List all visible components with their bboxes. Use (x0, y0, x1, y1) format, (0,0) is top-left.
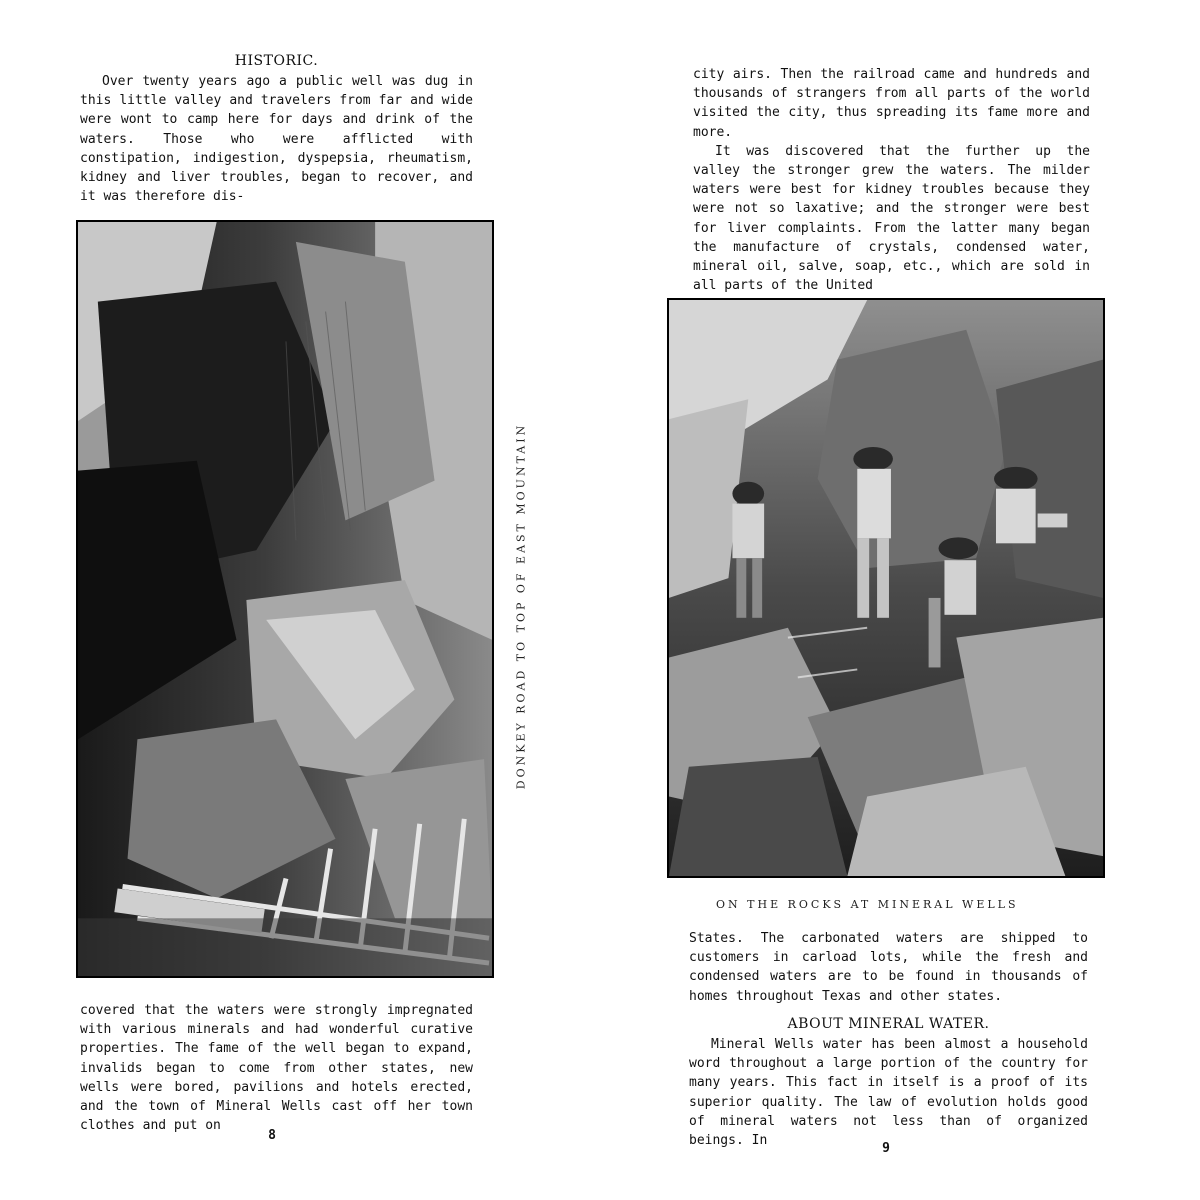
heading-historic: HISTORIC. (234, 53, 319, 69)
donkey-road-caption-wrap (510, 397, 532, 815)
paragraph: Over twenty years ago a public well was dug in this little valley and travelers from far and wide were wont to camp here for days and drink of the waters. Those who were afflicted with constipation, indigestion, dyspepsia, rheumatism, kidney and liver troubles, began to recover, and it was therefore dis- (80, 74, 473, 205)
paragraph-historic-bottom (80, 1001, 473, 1135)
donkey-road-photo-image (78, 222, 492, 976)
paragraph-about-mineral-water (689, 1035, 1088, 1150)
on-the-rocks-photo-image (669, 300, 1103, 876)
photo-on-the-rocks (667, 298, 1105, 878)
paragraph-historic-top (80, 72, 473, 206)
page-number-left: 8 (268, 1128, 276, 1143)
paragraph-states (689, 929, 1088, 1006)
paragraph: covered that the waters were strongly impregnated with various minerals and had wonderful curative properties. The fame of the well began to expand, invalids began to come from other states, new wells were bored, pavilions and hotels erected, and the town of Mineral Wells cast off her town clothes and put on (80, 1003, 473, 1134)
photo-caption-donkey-road: DONKEY ROAD TO TOP OF EAST MOUNTAIN (514, 422, 528, 790)
paragraph-railroad (693, 65, 1090, 295)
heading-about-mineral-water: ABOUT MINERAL WATER. (787, 1016, 990, 1032)
paragraph: city airs. Then the railroad came and hundreds and thousands of strangers from all parts of the world visited the city, thus spreading its fame more and more. (693, 67, 1090, 140)
right-page (600, 0, 1200, 1200)
paragraph: Mineral Wells water has been almost a household word throughout a large portion of the country for many years. This fact in itself is a proof of its superior quality. The law of evolution holds good of mineral waters not less than of organized beings. In (689, 1037, 1088, 1149)
paragraph: States. The carbonated waters are shipped to customers in carload lots, while the fresh and condensed waters are to be found in thousands of homes throughout Texas and other states. (689, 931, 1088, 1004)
page-number-right: 9 (882, 1141, 890, 1156)
photo-donkey-road (76, 220, 494, 978)
paragraph: It was discovered that the further up the valley the stronger grew the waters. The milder waters were best for kidney troubles because they were not so laxative; and the stronger were best for liver complaints. From the latter many began the manufacture of crystals, condensed water, mineral oil, salve, soap, etc., which are sold in all parts of the United (693, 143, 1090, 294)
photo-caption-on-the-rocks: ON THE ROCKS AT MINERAL WELLS (716, 898, 1019, 911)
